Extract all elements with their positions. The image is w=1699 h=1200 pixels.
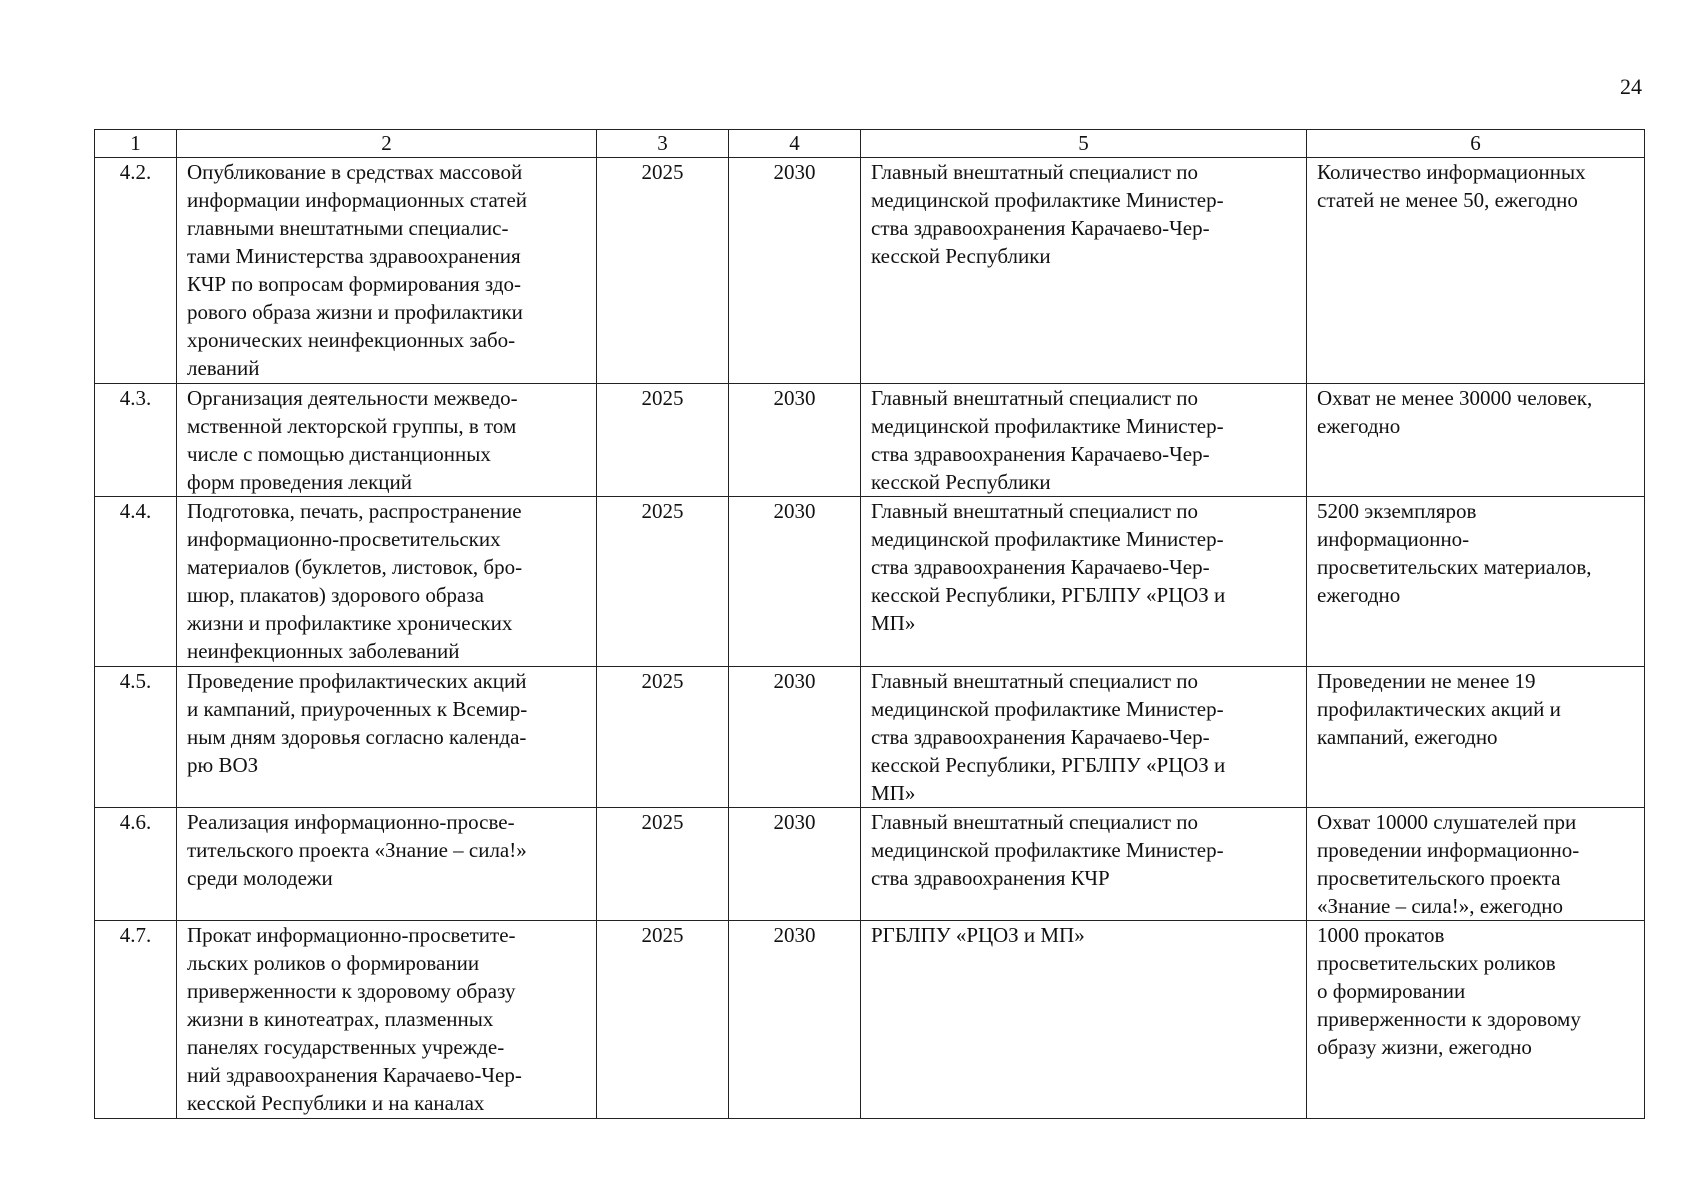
end-year-cell: 2030 — [729, 158, 861, 384]
start-year-cell: 2025 — [597, 384, 729, 497]
row-number: 4.4. — [95, 497, 177, 667]
activity-cell: Прокат информационно-просветите- льских роликов о формировании приверженности к здоровому образу жизни в кинотеатрах, плазменных панелях государственных учрежде- ний здравоохранения Карачаево-Чер- кесской Республики и на каналах — [177, 921, 597, 1119]
end-year-cell: 2030 — [729, 808, 861, 921]
start-year-cell: 2025 — [597, 808, 729, 921]
row-number: 4.6. — [95, 808, 177, 921]
table-row — [95, 497, 1645, 667]
column-header: 6 — [1307, 130, 1645, 158]
activity-cell: Подготовка, печать, распространение информационно-просветительских материалов (буклетов, листовок, бро- шюр, плакатов) здорового образа жизни и профилактике хронических неинфекционных заболеваний — [177, 497, 597, 667]
row-number: 4.7. — [95, 921, 177, 1119]
end-year-cell: 2030 — [729, 384, 861, 497]
responsible-cell: Главный внештатный специалист по медицинской профилактике Министер- ства здравоохранения Карачаево-Чер- кесской Республики, РГБЛПУ «РЦОЗ и МП» — [861, 497, 1307, 667]
column-header: 5 — [861, 130, 1307, 158]
result-cell: Проведении не менее 19 профилактических акций и кампаний, ежегодно — [1307, 667, 1645, 808]
result-cell: Охват не менее 30000 человек, ежегодно — [1307, 384, 1645, 497]
start-year-cell: 2025 — [597, 921, 729, 1119]
end-year-cell: 2030 — [729, 921, 861, 1119]
table-header-row — [95, 130, 1645, 158]
responsible-cell: Главный внештатный специалист по медицинской профилактике Министер- ства здравоохранения Карачаево-Чер- кесской Республики — [861, 384, 1307, 497]
end-year-cell: 2030 — [729, 667, 861, 808]
table-row — [95, 667, 1645, 808]
activities-table — [94, 129, 1645, 1119]
column-header: 2 — [177, 130, 597, 158]
activity-cell: Реализация информационно-просве- тительского проекта «Знание – сила!» среди молодежи — [177, 808, 597, 921]
responsible-cell: Главный внештатный специалист по медицинской профилактике Министер- ства здравоохранения Карачаево-Чер- кесской Республики — [861, 158, 1307, 384]
table-row — [95, 158, 1645, 384]
row-number: 4.2. — [95, 158, 177, 384]
activity-cell: Организация деятельности межведо- мственной лекторской группы, в том числе с помощью дистанционных форм проведения лекций — [177, 384, 597, 497]
table-row — [95, 921, 1645, 1119]
result-cell: Количество информационных статей не менее 50, ежегодно — [1307, 158, 1645, 384]
activity-cell: Проведение профилактических акций и кампаний, приуроченных к Всемир- ным дням здоровья согласно календа- рю ВОЗ — [177, 667, 597, 808]
responsible-cell: Главный внештатный специалист по медицинской профилактике Министер- ства здравоохранения КЧР — [861, 808, 1307, 921]
end-year-cell: 2030 — [729, 497, 861, 667]
column-header: 1 — [95, 130, 177, 158]
result-cell: 1000 прокатов просветительских роликов о формировании приверженности к здоровому образу жизни, ежегодно — [1307, 921, 1645, 1119]
activity-cell: Опубликование в средствах массовой информации информационных статей главными внештатными специалис- тами Министерства здравоохранения КЧР по вопросам формирования здо- рового образа жизни и профилактики хронических неинфекционных забо- леваний — [177, 158, 597, 384]
responsible-cell: РГБЛПУ «РЦОЗ и МП» — [861, 921, 1307, 1119]
column-header: 3 — [597, 130, 729, 158]
row-number: 4.5. — [95, 667, 177, 808]
result-cell: Охват 10000 слушателей при проведении информационно- просветительского проекта «Знание – сила!», ежегодно — [1307, 808, 1645, 921]
page-number: 24 — [1620, 74, 1642, 99]
start-year-cell: 2025 — [597, 497, 729, 667]
column-header: 4 — [729, 130, 861, 158]
start-year-cell: 2025 — [597, 667, 729, 808]
responsible-cell: Главный внештатный специалист по медицинской профилактике Министер- ства здравоохранения Карачаево-Чер- кесской Республики, РГБЛПУ «РЦОЗ и МП» — [861, 667, 1307, 808]
table-row — [95, 808, 1645, 921]
result-cell: 5200 экземпляров информационно- просветительских материалов, ежегодно — [1307, 497, 1645, 667]
start-year-cell: 2025 — [597, 158, 729, 384]
row-number: 4.3. — [95, 384, 177, 497]
table-row — [95, 384, 1645, 497]
